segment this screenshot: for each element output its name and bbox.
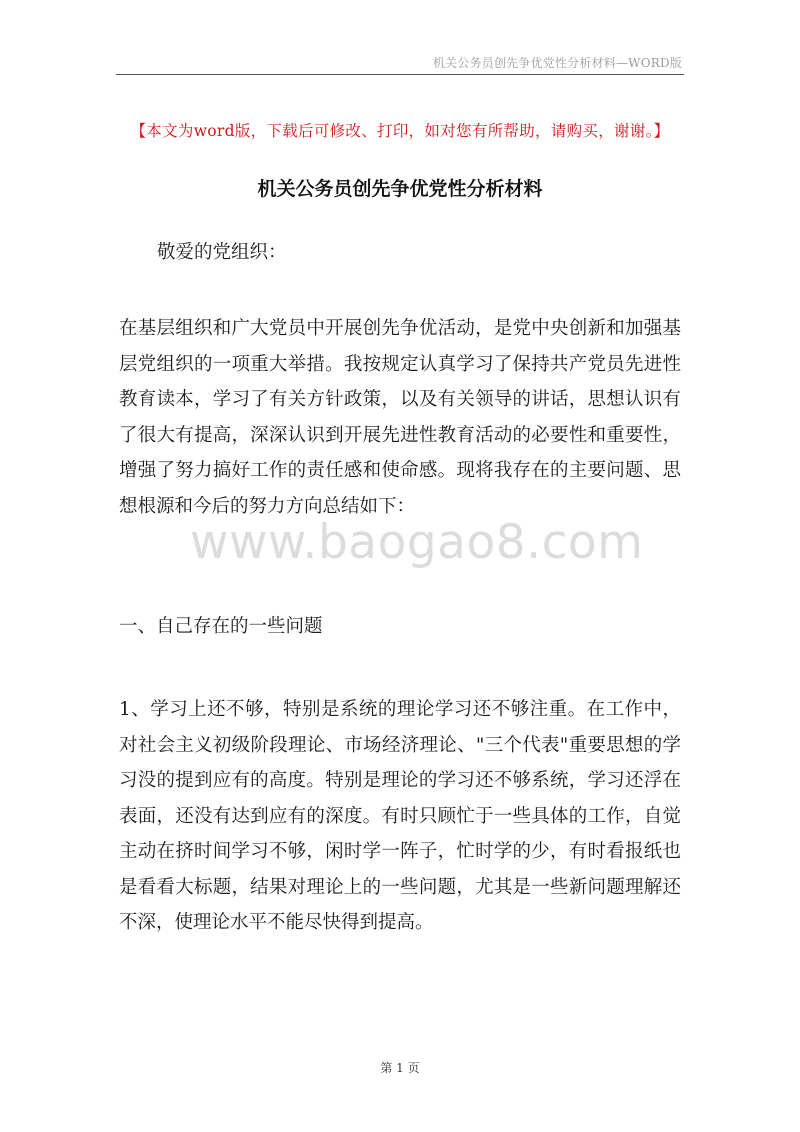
salutation: 敬爱的党组织： <box>157 242 287 263</box>
section-heading: 一、自己存在的一些问题 <box>119 616 323 637</box>
document-title: 机关公务员创先争优党性分析材料 <box>257 178 543 200</box>
watermark: www.baogao8.com <box>190 515 644 570</box>
page-number: 第 1 页 <box>380 1061 420 1075</box>
problem-paragraph: 1、学习上还不够，特别是系统的理论学习还不够注重。在工作中，对社会主义初级阶段理论、市场经济理论、"三个代表"重要思想的学习没的提到应有的高度。特别是理论的学习还不够系统，学习还浮在表面，还没有达到应有的深度。有时只顾忙于一些具体的工作，自觉主动在挤时间学习不够，闲时学一阵子，忙时学的少，有时看报纸也是看看大标题，结果对理论上的一些问题，尤其是一些新问题理解还不深，使理论水平不能尽快得到提高。 <box>119 699 681 933</box>
intro-paragraph: 在基层组织和广大党员中开展创先争优活动，是党中央创新和加强基层党组织的一项重大举措。我按规定认真学习了保持共产党员先进性教育读本，学习了有关方针政策，以及有关领导的讲话，思想认识有了很大有提高，深深认识到开展先进性教育活动的必要性和重要性，增强了努力搞好工作的责任感和使命感。现将我存在的主要问题、思想根源和今后的努力方向总结如下： <box>119 318 681 517</box>
running-header: 机关公务员创先争优党性分析材料—WORD版 <box>432 56 682 70</box>
header-divider <box>116 74 684 75</box>
purchase-notice: 【本文为word版，下载后可修改、打印，如对您有所帮助，请购买，谢谢。】 <box>130 122 670 140</box>
